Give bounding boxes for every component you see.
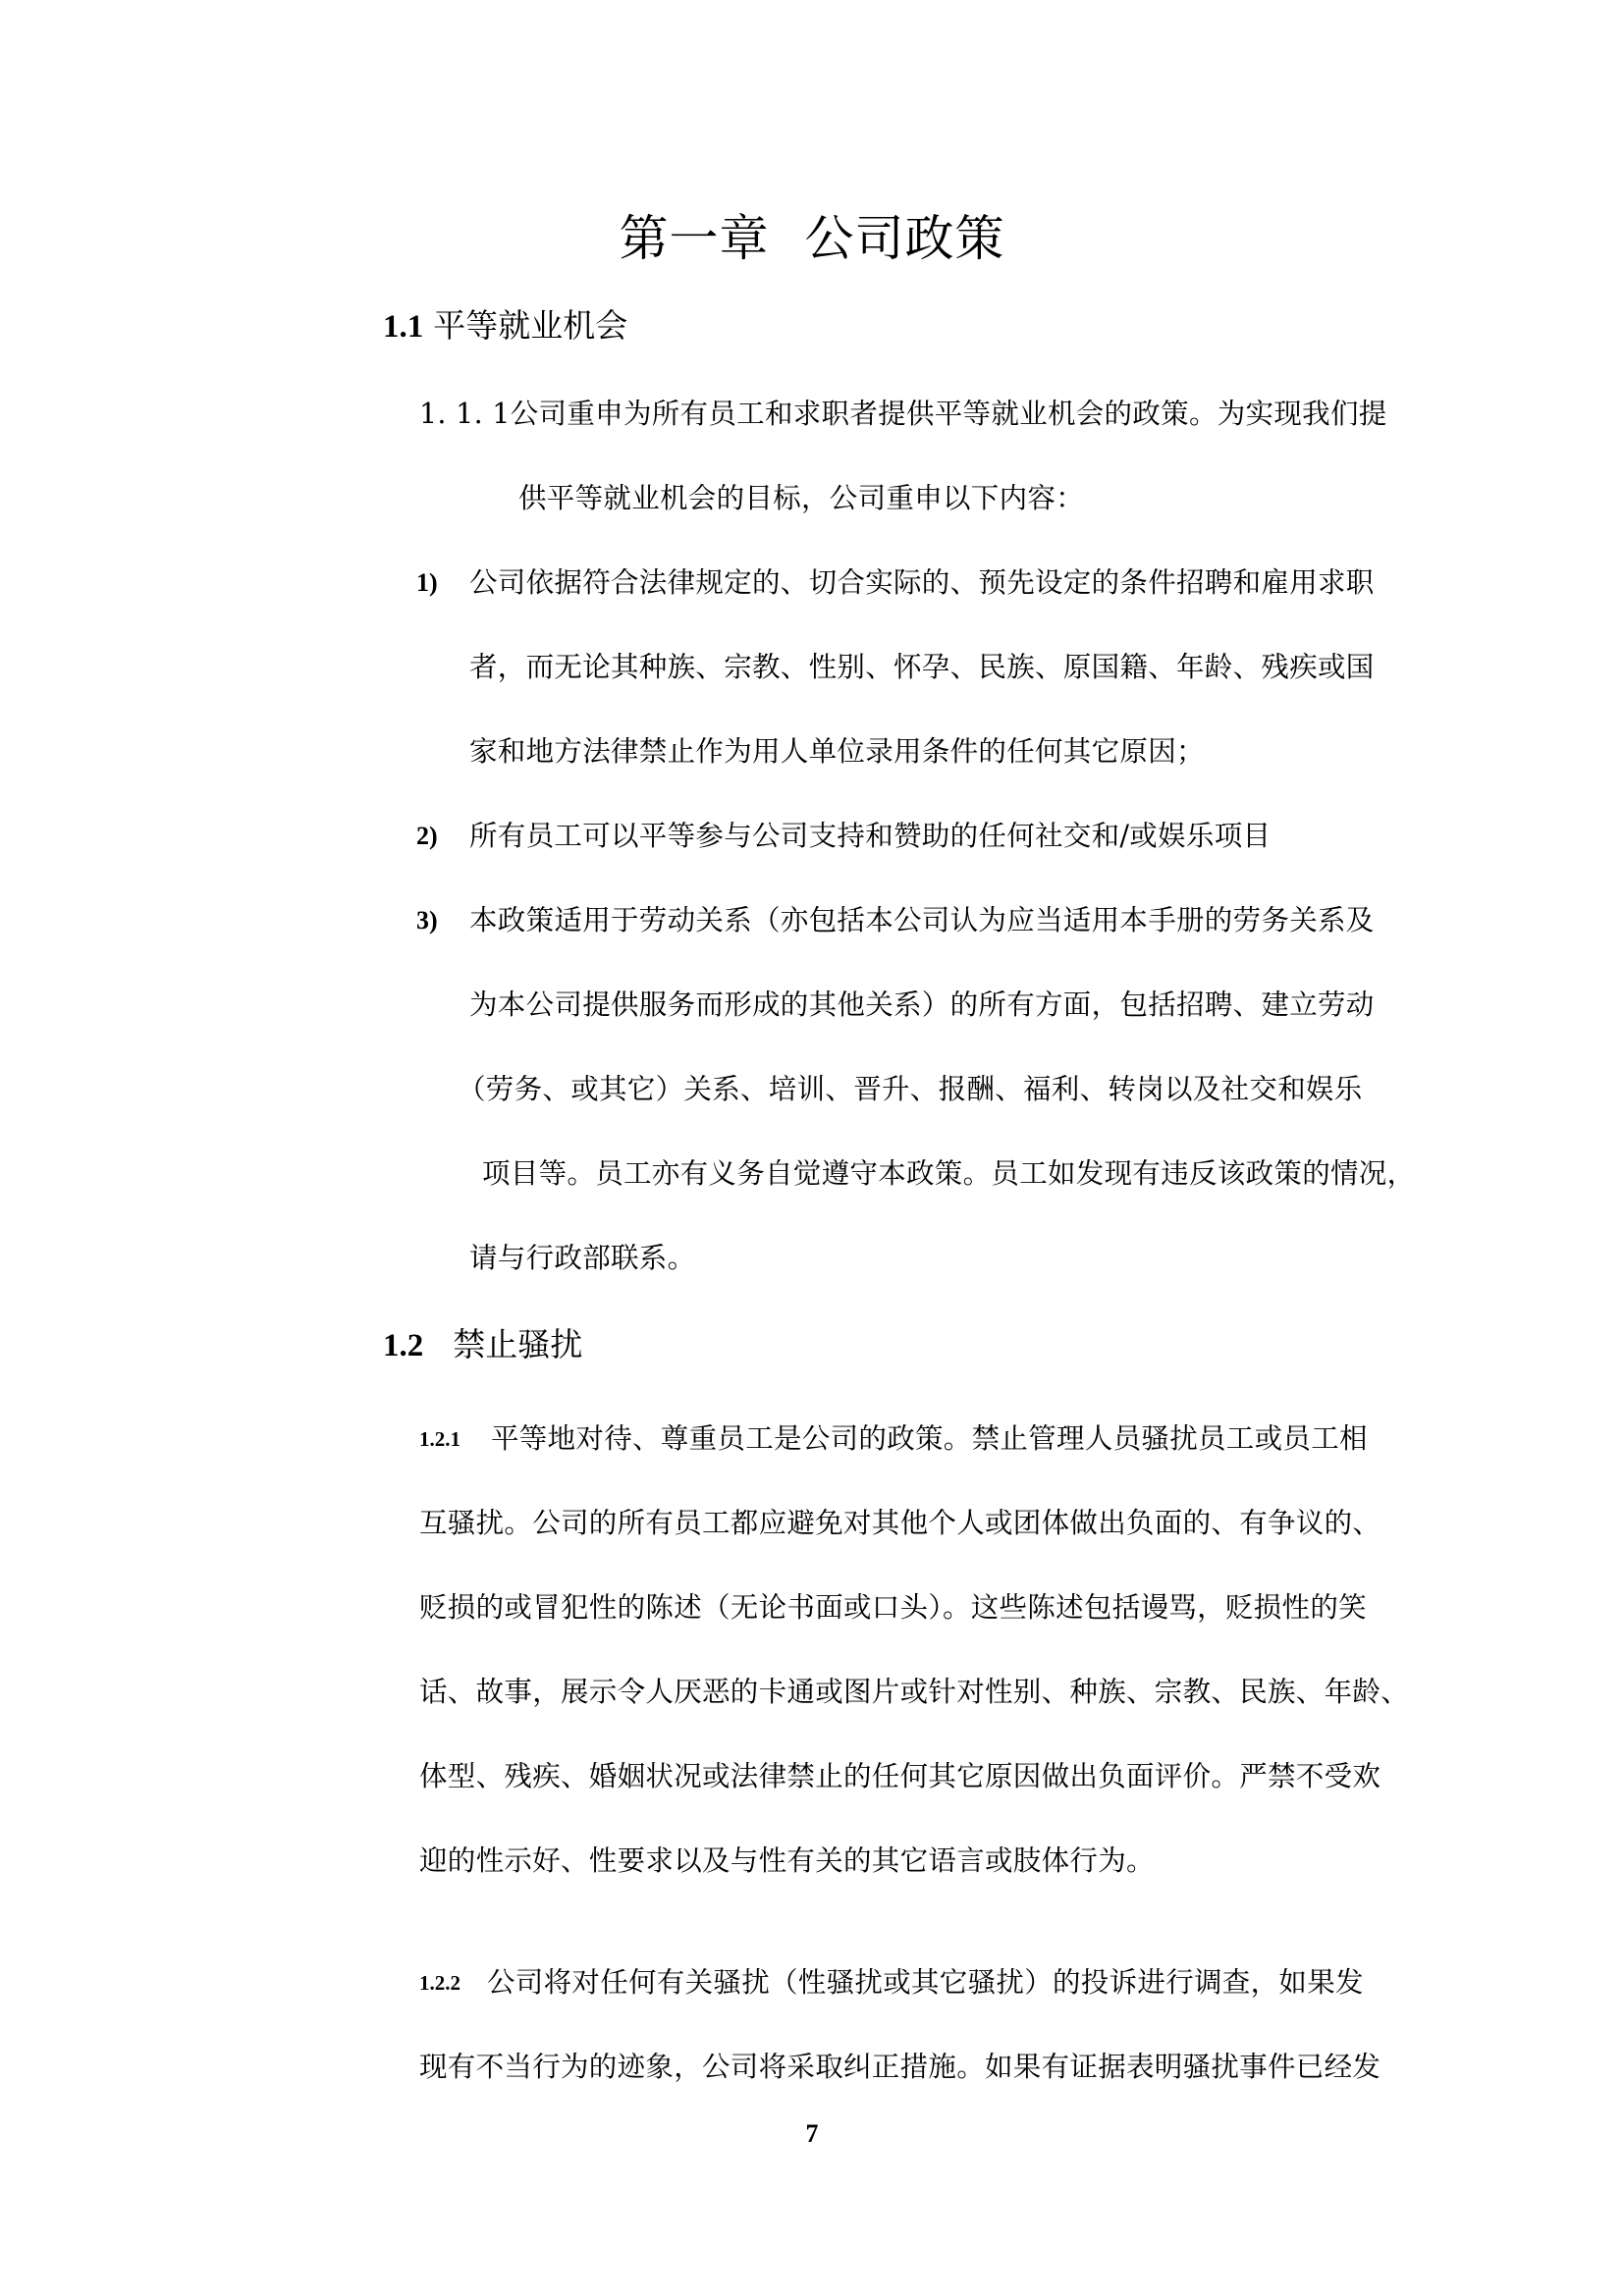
paragraph-1-1-1-line-1 [419,395,1387,434]
list-item-3-line-2: 为本公司提供服务而形成的其他关系）的所有方面，包括招聘、建立劳动 [469,988,1375,1021]
list-item-1-line-1: 公司依据符合法律规定的、切合实际的、预先设定的条件招聘和雇用求职 [469,566,1375,599]
list-item-1-line-2: 者，而无论其种族、宗教、性别、怀孕、民族、原国籍、年龄、残疾或国 [469,651,1375,683]
section-number: 1.2 [383,1328,424,1363]
section-heading-1-2 [383,1323,582,1367]
list-item-2-line-1: 所有员工可以平等参与公司支持和赞助的任何社交和/或娱乐项目 [469,820,1272,852]
chapter-title [0,204,1624,273]
paragraph-number: 1. 1. 1 [419,398,511,430]
chapter-label: 第一章 [619,210,770,267]
paragraph-1-1-1-line-2: 供平等就业机会的目标，公司重申以下内容： [518,482,1085,514]
paragraph-1-2-1-line-1: 平等地对待、尊重员工是公司的政策。禁止管理人员骚扰员工或员工相 [491,1422,1368,1455]
list-item-3-line-3: （劳务、或其它）关系、培训、晋升、报酬、福利、转岗以及社交和娱乐 [458,1073,1363,1105]
section-number: 1.1 [383,309,424,345]
paragraph-1-2-1-line-3: 贬损的或冒犯性的陈述（无论书面或口头）。这些陈述包括谩骂，贬损性的笑 [419,1591,1367,1624]
paragraph-1-2-1-line-2: 互骚扰。公司的所有员工都应避免对其他个人或团体做出负面的、有争议的、 [419,1507,1381,1539]
list-number-1: 1) [416,568,438,597]
paragraph-1-2-2-line-2: 现有不当行为的迹象，公司将采取纠正措施。如果有证据表明骚扰事件已经发 [419,2051,1381,2083]
paragraph-1-2-1-line-5: 体型、残疾、婚姻状况或法律禁止的任何其它原因做出负面评价。严禁不受欢 [419,1760,1381,1792]
paragraph-number-1-2-2: 1.2.2 [419,1971,460,1995]
list-item-3-line-1: 本政策适用于劳动关系（亦包括本公司认为应当适用本手册的劳务关系及 [469,904,1375,936]
section-title: 禁止骚扰 [453,1325,583,1363]
paragraph-text: 公司重申为所有员工和求职者提供平等就业机会的政策。为实现我们提 [510,398,1387,430]
list-number-2: 2) [416,822,438,850]
list-item-1-line-3: 家和地方法律禁止作为用人单位录用条件的任何其它原因； [469,735,1205,768]
section-title: 平等就业机会 [433,306,628,345]
section-heading-1-1 [383,304,627,348]
paragraph-1-2-1-line-4: 话、故事，展示令人厌恶的卡通或图片或针对性别、种族、宗教、民族、年龄、 [419,1676,1410,1708]
list-item-3-line-5: 请与行政部联系。 [469,1242,696,1274]
chapter-name: 公司政策 [804,210,1005,267]
page-number: 7 [805,2119,819,2148]
list-number-3: 3) [416,906,438,934]
paragraph-number-1-2-1: 1.2.1 [419,1427,460,1451]
list-item-3-line-4: 项目等。员工亦有义务自觉遵守本政策。员工如发现有违反该政策的情况， [482,1157,1416,1190]
paragraph-1-2-1-line-6: 迎的性示好、性要求以及与性有关的其它语言或肢体行为。 [419,1844,1155,1877]
paragraph-1-2-2-line-1: 公司将对任何有关骚扰（性骚扰或其它骚扰）的投诉进行调查，如果发 [487,1966,1364,1999]
